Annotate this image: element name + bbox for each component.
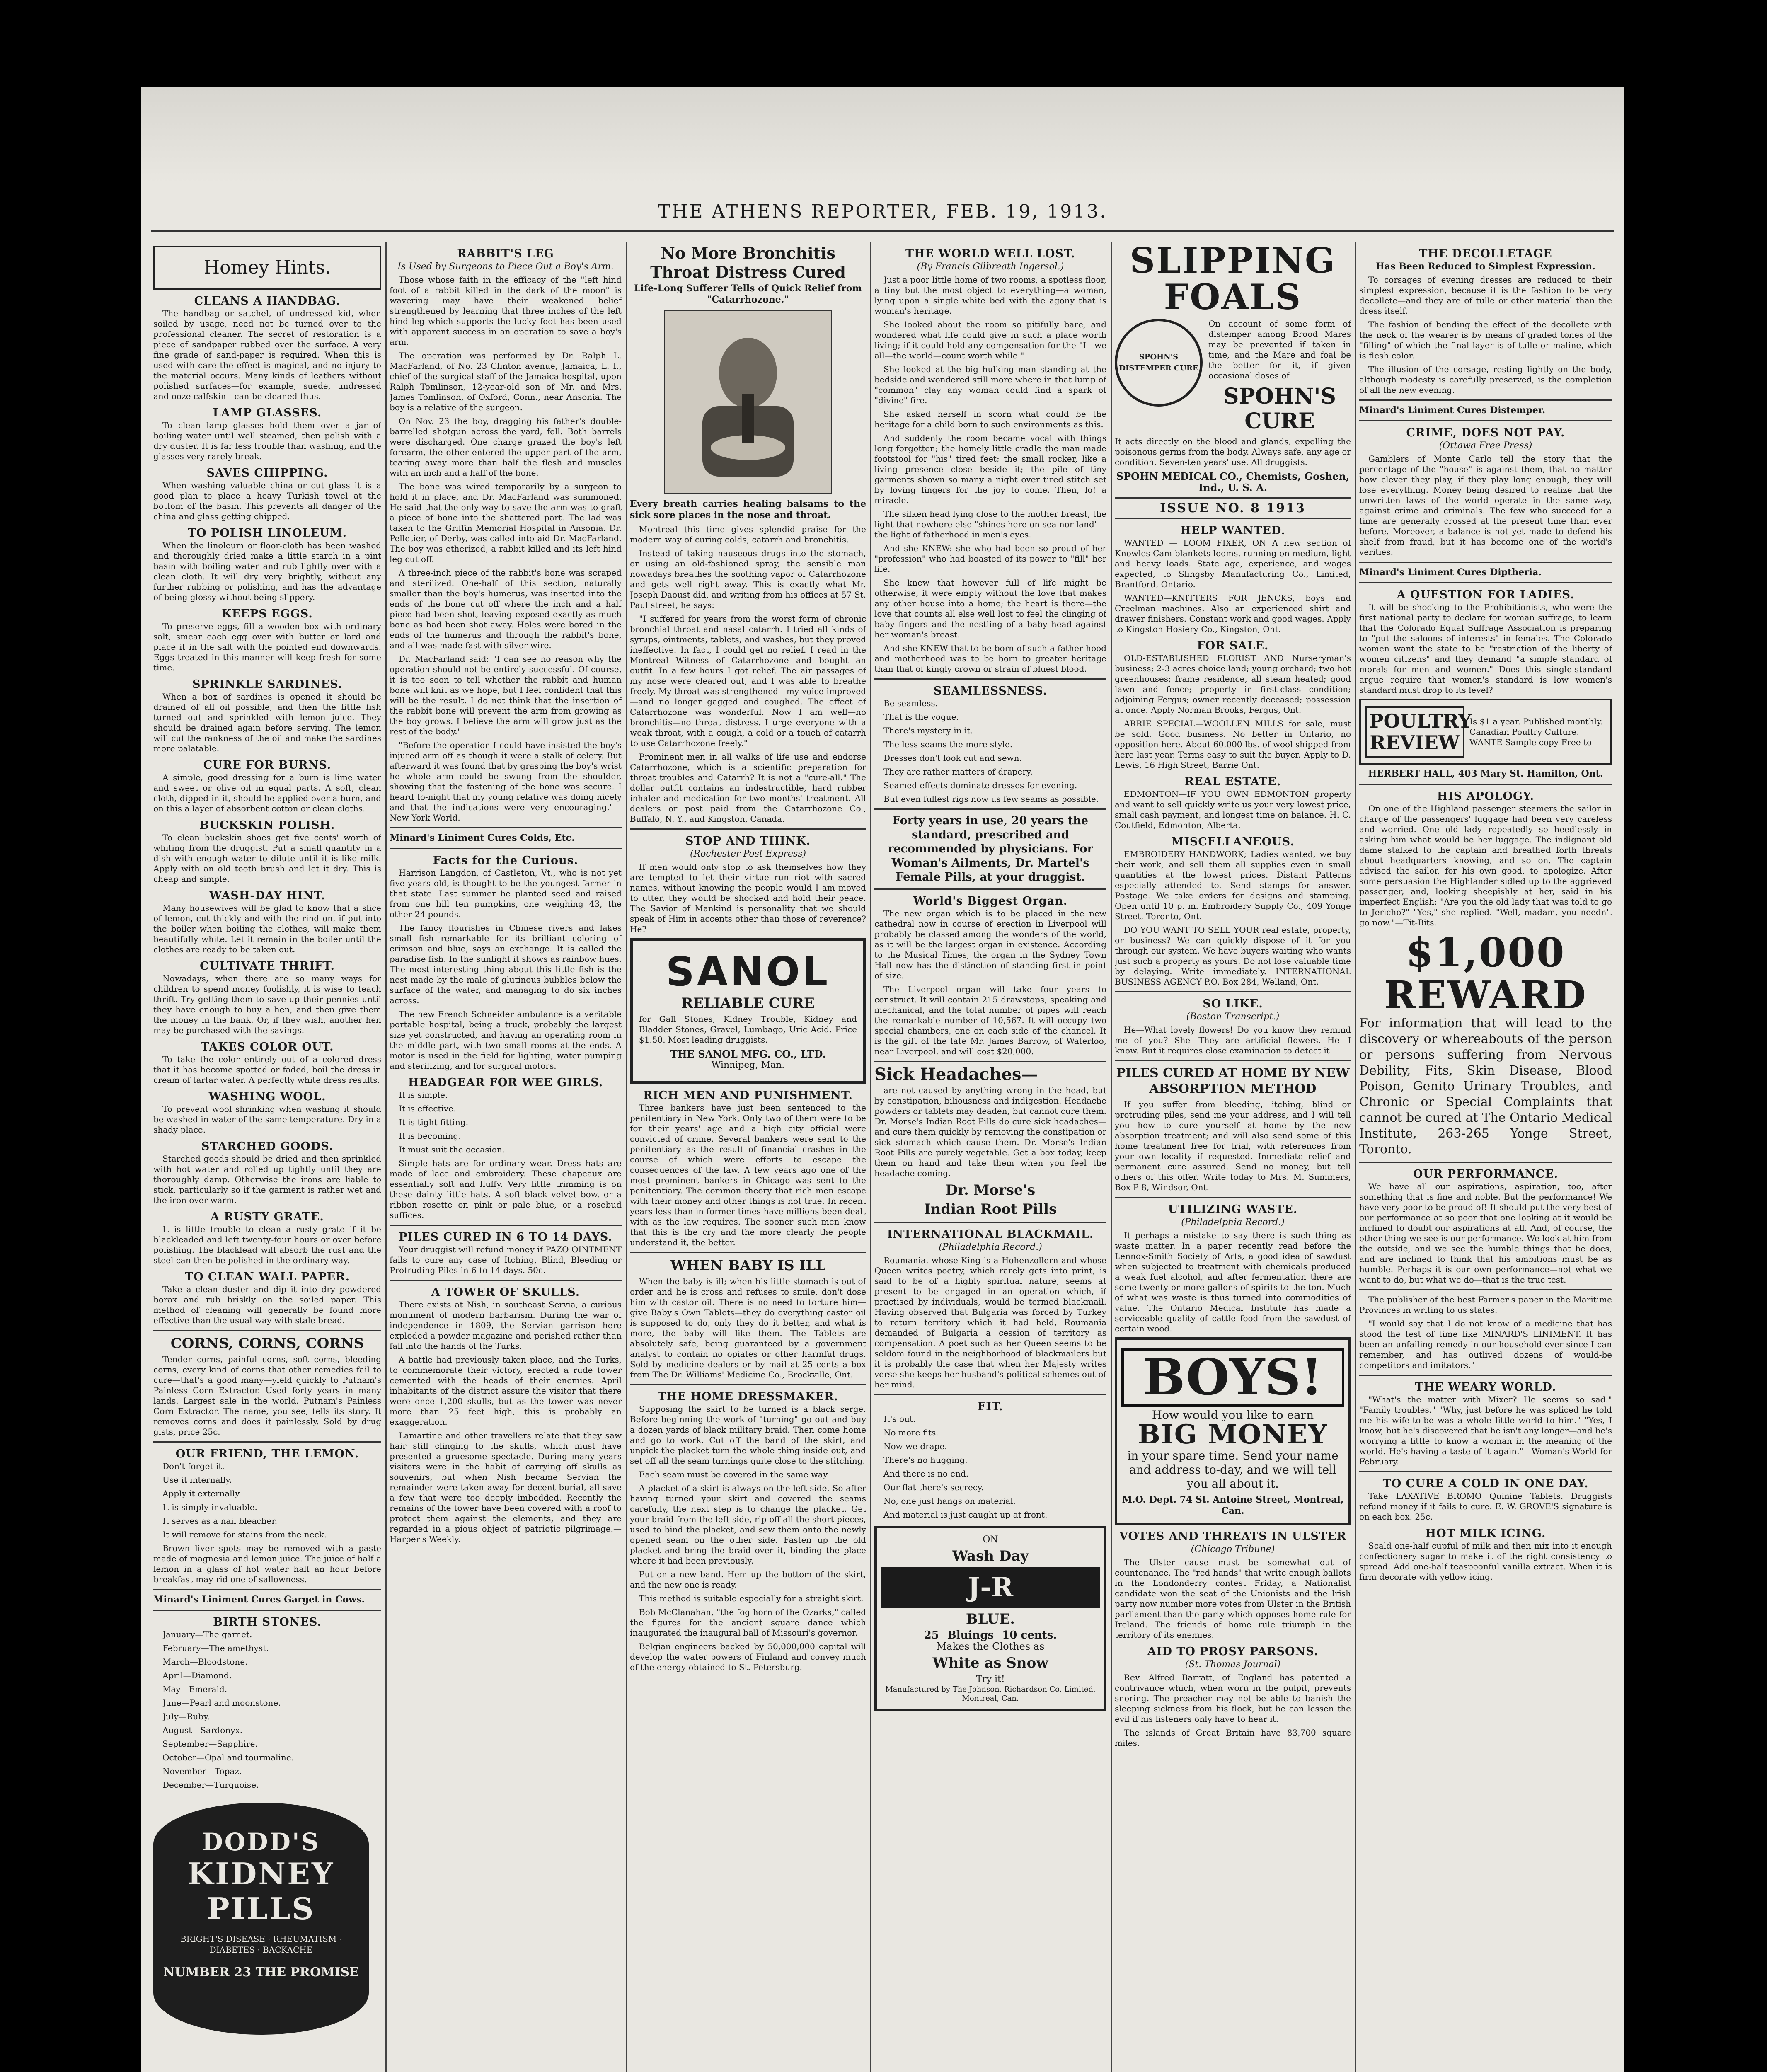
article-text: Take LAXATIVE BROMO Quinine Tablets. Druggists refund money if it fails to cure. E. W. GROVE'S signature is on each box. 25c. — [1359, 1491, 1612, 1522]
jr-price-count: 25 — [924, 1629, 939, 1641]
article-heading: KEEPS EGGS. — [222, 608, 313, 620]
divider — [153, 1441, 381, 1443]
list-item: It will remove for stains from the neck. — [162, 1530, 327, 1539]
boys-address: M.O. Dept. 74 St. Antoine Street, Montreal, Can. — [1122, 1494, 1344, 1516]
article-text: Instead of taking nauseous drugs into the stomach, or using an old-fashioned spray, the sensible man nowadays breathes the soothing vapor of Catarrhozone and gets well right away. This is exactly what Mr. Joseph Daoust did, and writing from his offices at 57 St. Paul street, he says: — [630, 548, 866, 610]
article-text: Belgian engineers backed by 50,000,000 capital will develop the water powers of Finland and convey much of the energy obtained to St. Petersburg. — [630, 1641, 866, 1672]
article-text: When the baby is ill; when his little stomach is out of order and he is cross and refuses to smile, don't dose him with castor oil. There is no need to torture him—give Baby's Own Tablets—they do everything castor oil is supposed to do, only they do it better, and what is more, the baby will like them. The Tablets are absolutely safe, being guaranteed by a government analyst to contain no opiates or other harmful drugs. Sold by medicine dealers or by mail at 25 cents a box from The Dr. Williams' Medicine Co., Brockville, Ont. — [630, 1276, 866, 1380]
reward-amount: $1,000 — [1406, 929, 1566, 976]
list-item: There's mystery in it. — [884, 726, 973, 736]
article-text: Rev. Alfred Barratt, of England has patented a contrivance which, when worn in the pulpit, prevents snoring. The preacher may not be able to banish the sleeping sickness from his flock, but he can lessen the evil if his listeners only have to hear it. — [1115, 1673, 1351, 1724]
article-text: But even fullest rigs now us few seams as possible. — [884, 794, 1099, 804]
man-with-inhaler-icon — [686, 323, 810, 481]
column-4 — [874, 242, 1106, 2072]
spohn-badge-icon — [1115, 319, 1203, 407]
article-text: She knew that however full of life might be otherwise, it were empty without the love that makes any other house into a home; the heart is there—the love that counts all else well lost to feel the clinging of baby fingers and the nestling of a baby head against her woman's breast. — [874, 578, 1106, 639]
column-rule — [626, 242, 627, 2072]
dodds-kidney: KIDNEY — [187, 1856, 335, 1891]
article-text: She looked about the room so pitifully bare, and wondered what life could give in such a place worth living; if it could hold any compensation for the "I—we all—the world—count worth while." — [874, 320, 1106, 361]
article-text: Brown liver spots may be removed with a paste made of magnesia and lemon juice. The juice of half a lemon in a glass of hot water half an hour before breakfast may rid one of sallowness. — [153, 1543, 381, 1584]
article-subheading: Is Used by Surgeons to Piece Out a Boy's Arm. — [397, 261, 614, 272]
divider — [390, 827, 622, 828]
sanol-subtitle: RELIABLE CURE — [681, 995, 815, 1012]
article-heading: AID TO PROSY PARSONS. — [1147, 1645, 1319, 1658]
column-1 — [153, 242, 381, 2072]
article-text: Starched goods should be dried and then sprinkled with hot water and rolled up tightly until they are thoroughly damp. Otherwise the irons are liable to stick, particularly so if the garment is rather wet and the iron over warm. — [153, 1154, 381, 1205]
dodds-brand: DODD'S — [202, 1828, 320, 1856]
article-text: When a box of sardines is opened it should be drained of all oil possible, and then the little fish turned out and sprinkled with lemon juice. They should be drained again before serving. The lemon will cut the rankness of the oil and make the sardines more palatable. — [153, 692, 381, 753]
jr-blue: BLUE. — [966, 1611, 1015, 1627]
minards-notice: Minard's Liniment Cures Diptheria. — [1359, 567, 1542, 578]
article-subheading: (St. Thomas Journal) — [1185, 1659, 1281, 1670]
divider — [1359, 562, 1612, 563]
list-item: May—Emerald. — [162, 1684, 228, 1694]
article-text: The Ulster cause must be somewhat out of countenance. The "red hands" that write enough ballots in the Londonderry contest Friday, a Nationalist candidate won the seat of the Unionists and the Irish party now number more votes from Ulster in the British parliament than the party which opposes home rule for Ireland. The friends of home rule triumph in the territory of its enemies. — [1115, 1557, 1351, 1640]
list-item: That is the vogue. — [884, 712, 959, 722]
divider — [1359, 399, 1612, 401]
baby-heading: WHEN BABY IS ILL — [670, 1257, 826, 1274]
article-text: "Before the operation I could have insisted the boy's injured arm off as though it were a stalk of celery. But afterward it was found that by grasping the boy's wrist he whole arm could be swung from the shoulder, showing that the fastening of the bone was secure. I heard to-night that my young relative was doing nicely and that the indications were very encouraging."—New York World. — [390, 740, 622, 823]
morse-name-2: Indian Root Pills — [924, 1201, 1057, 1218]
article-heading: TAKES COLOR OUT. — [201, 1041, 334, 1053]
article-heading: TO CURE A COLD IN ONE DAY. — [1382, 1477, 1589, 1490]
article-text: And she KNEW that to be born of such a father-hood and motherhood was to be born to greater heritage than that of kingly crown or strain of bluest blood. — [874, 643, 1106, 674]
list-item: November—Topaz. — [162, 1766, 242, 1776]
list-item: It is becoming. — [399, 1131, 461, 1141]
article-heading: STOP AND THINK. — [685, 835, 811, 847]
minards-notice: Minard's Liniment Cures Distemper. — [1359, 405, 1545, 416]
jr-on: ON — [983, 1535, 998, 1545]
divider — [874, 888, 1106, 890]
article-heading: A RUSTY GRATE. — [211, 1210, 324, 1223]
list-item: August—Sardonyx. — [162, 1725, 243, 1735]
article-text: To take the color entirely out of a colored dress that it has become spotted or faded, boil the dress in cream of tartar water. A perfectly white dress results. — [153, 1054, 381, 1085]
boys-subheading: How would you like to earn — [1152, 1408, 1314, 1422]
article-text: Lamartine and other travellers relate that they saw hair still clinging to the skulls, which must have presented a gruesome spectacle. During many years visitors were in the habit of carrying off skulls as souvenirs, but when Nish became Servian the remainder were taken away for decent burial, all save a few that were too deeply imbedded. Recently the remains of the tower have been covered with a roof to protect them against the elements, and they are regarded in a pious object of patriotic pilgrimage.—Harper's Weekly. — [390, 1431, 622, 1544]
article-heading: UTILIZING WASTE. — [1168, 1203, 1298, 1216]
slipping-foals-heading: SLIPPING FOALS — [1130, 242, 1336, 317]
jr-try: Try it! — [976, 1674, 1005, 1685]
article-heading: CRIME, DOES NOT PAY. — [1406, 426, 1565, 439]
divider — [153, 1589, 381, 1590]
article-text: On one of the Highland passenger steamers the sailor in charge of the passengers' luggage had been very careless and worried. One old lady repeatedly so heedlessly in asking him what would be her luggage. The indignant old dame stalked to the captain and breathed forth threats about headquarters knowing, and so on. The captain advised the sailor, for his own good, to apologize. After some persuasion the Highlander sidled up to the aggrieved passenger, and, looking sheepishly at her, said in his imperfect English: "Are you the old lady that was told to go to Jericho?" "Yes," she replied. "Well, madam, you needn't go now."—Tit-Bits. — [1359, 804, 1612, 927]
article-text: The fancy flourishes in Chinese rivers and lakes small fish remarkable for its brilliant coloring of crimson and blue, says an exchange. It is called the paradise fish. In the sunlight it shows as rainbow hues. The most interesting thing about this little fish is the nest made by the male of glutinous bubbles below the surface of the water, and managing to do six inches across. — [390, 923, 622, 1005]
list-item: It is simply invaluable. — [162, 1502, 257, 1512]
classified-ad: EDMONTON—IF YOU OWN EDMONTON property and want to sell quickly write us your very lowest price, small cash payment, and longest time on balance. H. C. Coutfield, Edmonton, Alberta. — [1115, 789, 1351, 830]
list-item: October—Opal and tourmaline. — [162, 1752, 294, 1762]
column-3 — [630, 242, 866, 2072]
article-heading: SAVES CHIPPING. — [206, 467, 328, 479]
divider — [1115, 1197, 1351, 1198]
article-heading: VOTES AND THREATS IN ULSTER — [1119, 1530, 1346, 1543]
article-text: It is little trouble to clean a rusty grate if it be blackleaded and left twenty-four hours or over before polishing. The blacklead will absorb the rust and the steel can then be polished in the ordinary way. — [153, 1224, 381, 1265]
article-text: "I suffered for years from the worst form of chronic bronchial throat and nasal catarrh. I tried all kinds of syrups, ointments, tablets, and washes, but they proved ineffective. In fact, I could get no relief. I read in the Montreal Witness of Catarrhozone and bought an outfit. In a few hours I got relief. The air passages of my nose were cleared out, and I was able to breathe freely. My throat was strengthened—my voice improved—and no longer gagged and coughed. The effect of Catarrhozone was wonderful. Now I am well—no bronchitis—no throat distress. I urge everyone with a weak throat, with a cough, a cold or a touch of catarrh to use Catarrhozone freely." — [630, 614, 866, 748]
divider — [1115, 518, 1351, 519]
spohn-badge-text: SPOHN'S DISTEMPER CURE — [1119, 353, 1198, 373]
article-text: This method is suitable especially for a straight skirt. — [639, 1593, 864, 1603]
newspaper-page — [141, 87, 1624, 2072]
article-heading: INTERNATIONAL BLACKMAIL. — [887, 1228, 1094, 1241]
list-item: Our flat there's secrecy. — [884, 1482, 984, 1492]
dodds-number: NUMBER 23 THE PROMISE — [163, 1965, 359, 1980]
article-text: Gamblers of Monte Carlo tell the story that the percentage of the "house" is against them, that no matter how clever they play, if they play long enough, they will lose everything. Money being desired to realize that the unwritten laws of the world operate in the same way, against crime and criminals. The few who succeed for a time are generally crossed at the present time than ever before. Moreover, a balance is not yet made to defend his shelf from fraud, but it has become one of the world's verities. — [1359, 454, 1612, 557]
article-text: Just a poor little home of two rooms, a spotless floor, a tiny but the most object to everything—a woman, lying upon a single white bed with the agony that is woman's heritage. — [874, 275, 1106, 316]
list-item: Now we drape. — [884, 1441, 947, 1451]
jr-wash-day: Wash Day — [952, 1548, 1029, 1564]
article-heading: THE HOME DRESSMAKER. — [657, 1390, 839, 1403]
reward-word: REWARD — [1384, 973, 1587, 1017]
dodds-pills: PILLS — [207, 1891, 315, 1926]
article-text: Three bankers have just been sentenced to the penitentiary in New York. Only two of them were to be for their years' age and a high city official were convicted of crime. Several bankers were sent to the penitentiary as the result of financial crashes in the course of which were efforts to escape the consequences of the law. A few years ago one of the most prominent bankers in Chicago was sent to the penitentiary. The common theory that rich men escape with their money and other things is not true. In recent years less than in former times have millions been dealt with as the law requires. The sooner such men know that this is the cry and the more clearly the people understand it, the better. — [630, 1103, 866, 1247]
sanol-company: THE SANOL MFG. CO., LTD. — [670, 1048, 826, 1060]
article-heading: SO LIKE. — [1203, 997, 1263, 1010]
article-heading: RICH MEN AND PUNISHMENT. — [643, 1089, 853, 1102]
list-item: No, one just hangs on material. — [884, 1496, 1016, 1506]
spohn-text: It acts directly on the blood and glands, expelling the poisonous germs from the body. Always safe, any age or condition. Seven-ten years' use. All druggists. — [1115, 436, 1351, 467]
list-item: June—Pearl and moonstone. — [162, 1698, 281, 1708]
article-text: Prominent men in all walks of life use and endorse Catarrhozone, which is a scientific preparation for throat troubles and Catarrh? It is not a "cure-all." The dollar outfit contains an indestructible, hard rubber inhaler and medication for two months' treatment. All dealers or post paid from the Catarrhozone Co., Buffalo, N. Y., and Kingston, Canada. — [630, 752, 866, 824]
list-item: Seamed effects dominate dresses for evening. — [884, 780, 1077, 790]
article-text: The fashion of bending the effect of the decollete with the neck of the wearer is by means of graded tones of the "filling" of which the final layer is of tulle or maline, which is flesh color. — [1359, 320, 1612, 361]
list-item: Don't forget it. — [162, 1461, 225, 1471]
list-item: July—Ruby. — [162, 1711, 210, 1721]
article-subheading: (By Francis Gilbreath Ingersol.) — [917, 261, 1064, 272]
sanol-city: Winnipeg, Man. — [711, 1060, 785, 1070]
divider — [874, 1394, 1106, 1395]
list-item: It is simple. — [399, 1090, 448, 1100]
poultry-text: Is $1 a year. Published monthly. Canadian Poultry Culture. WANTE Sample copy Free to — [1469, 716, 1603, 747]
list-item: It is tight-fitting. — [399, 1117, 469, 1127]
article-text: The handbag or satchel, of undressed kid, when soiled by usage, need not be turned over to the professional cleaner. The secret of restoration is a piece of sandpaper rubbed over the surface. A very fine grade of sand-paper is required. When this is used with care the effect is magical, and no injury to the material occurs. Many kinds of leathers without polished surfaces—for example, suede, undressed and ooze calfskin—can be cleaned thus. — [153, 308, 381, 401]
poultry-name: POULTRY REVIEW — [1365, 706, 1464, 758]
list-item: And there is no end. — [884, 1469, 969, 1479]
article-text: The silken head lying close to the mother breast, the light that nowhere else "shines here on sea nor land"—the light of fatherhood in men's eyes. — [874, 509, 1106, 540]
divider — [1359, 1162, 1612, 1163]
article-subheading: (Rochester Post Express) — [690, 849, 806, 859]
article-text: Many housewives will be glad to know that a slice of lemon, cut thickly and with the rind on, if put into the boiler when boiling the clothes, will make them beautifully white. Let it remain in the boiler until the clothes are ready to be taken out. — [153, 903, 381, 954]
article-text: The islands of Great Britain have 83,700 square miles. — [1115, 1728, 1351, 1748]
classified-heading: MISCELLANEOUS. — [1171, 835, 1295, 848]
divider — [874, 1222, 1106, 1223]
sick-headaches-heading: Sick Headaches— — [874, 1065, 1038, 1084]
article-heading: World's Biggest Organ. — [913, 895, 1068, 908]
article-text: Scald one-half cupful of milk and then mix into it enough confectionery sugar to make it of the right consistency to spread. Add one-half teaspoonful vanilla extract. When it is firm decorate with yellow icing. — [1359, 1541, 1612, 1582]
article-subheading: Life-Long Sufferer Tells of Quick Relief from "Catarrhozone." — [634, 283, 862, 305]
article-text: To preserve eggs, fill a wooden box with ordinary salt, smear each egg over with butter or lard and place it in the salt with the pointed end downwards. Eggs treated in this manner will keep fresh for some time. — [153, 621, 381, 673]
martel-ad: Forty years in use, 20 years the standard, prescribed and recommended by physicians. For Woman's Ailments, Dr. Martel's Female Pills, at your druggist. — [888, 814, 1093, 884]
article-text: To clean buckskin shoes get five cents' worth of whiting from the druggist. Put a small quantity in a dish with enough water to dilute until it is like milk. Apply with an old tooth brush and let it dry. This is cheap and simple. — [153, 833, 381, 884]
spohn-ad — [1115, 319, 1351, 436]
divider — [153, 1610, 381, 1611]
divider — [874, 1061, 1106, 1062]
article-text: The bone was wired temporarily by a surgeon to hold it in place, and Dr. MacFarland was summoned. He said that the only way to save the arm was to graft a piece of bone into the shattered part. The lad was taken to the Griffin Memorial Hospital in Ansonia. Dr. Pelletier, of Derby, was called into aid Dr. MacFarland. The boy was etherized, a rabbit killed and its left hind leg cut off. — [390, 482, 622, 564]
list-item: Be seamless. — [884, 698, 938, 708]
sanol-text: for Gall Stones, Kidney Trouble, Kidney and Bladder Stones, Gravel, Lumbago, Uric Acid. Price $1.50. Most leading druggists. — [639, 1014, 857, 1045]
article-text: "What's the matter with Mixer? He seems so sad." "Family troubles." "Why, just before he was spliced he told me his wife-to-be was a whole little world to him." "Yes, I know, but he's discovered that he isn't any longer—and he's worrying a little to know a woman in the meaning of the world. He's having a taste of it again."—Woman's World for February. — [1359, 1394, 1612, 1467]
divider — [630, 828, 866, 830]
minards-notice: Minard's Liniment Cures Garget in Cows. — [153, 1594, 365, 1605]
article-text: Roumania, whose King is a Hohenzollern and whose Queen writes poetry, which rarely gets into print, is said to be of a highly spiritual nature, seems at present to be engaged in an operation which, if practised by individuals, would be termed blackmail. Having observed that Bulgaria was forced by Turkey to return territory which it had held, Roumania demanded of Bulgaria a cession of territory as compensation. A poet such as her Queen seems to be seldom found in the neighborhood of blackmailers but it is probably the case that when her Majesty writes verse she keeps her husband's political schemes out of her mind. — [874, 1255, 1106, 1389]
sanol-name: SANOL — [666, 949, 830, 995]
article-heading: THE WORLD WELL LOST. — [905, 247, 1075, 260]
divider — [390, 1225, 622, 1226]
article-text: Harrison Langdon, of Castleton, Vt., who is not yet five years old, is thought to be the youngest farmer in that state. Last summer he planted seed and raised from one hill ten pumpkins, one weighing 43, the other 24 pounds. — [390, 868, 622, 919]
article-heading: SPRINKLE SARDINES. — [192, 678, 343, 691]
column-rule — [1355, 242, 1356, 2072]
boys-text: in your spare time. Send your name and address to-day, and we will tell you all about it. — [1127, 1449, 1339, 1491]
article-heading: CURE FOR BURNS. — [203, 759, 332, 772]
boys-heading: BOYS! — [1121, 1348, 1344, 1407]
article-text: To clean lamp glasses hold them over a jar of boiling water until well steamed, then polish with a dry duster. It is far less trouble than washing, and the glasses very rarely break. — [153, 420, 381, 461]
divider — [1359, 582, 1612, 583]
article-text: Simple hats are for ordinary wear. Dress hats are made of lace and embroidery. These chapeaux are essentially soft and fluffy. Very little trimming is on these dainty little hats. A soft black velvet bow, or a ribbon rosette on pink or pale blue, or a rosebud suffices. — [390, 1158, 622, 1220]
article-heading: WASHING WOOL. — [208, 1090, 326, 1103]
column-5 — [1115, 242, 1351, 2072]
list-item: No more fits. — [884, 1428, 939, 1438]
list-item: September—Sapphire. — [162, 1739, 258, 1749]
divider — [390, 1280, 622, 1281]
divider — [874, 808, 1106, 810]
article-text: When the linoleum or floor-cloth has been washed and thoroughly dried make a little starch in a pint basin with boiling water and rub lightly over with a clean cloth. It will dry very brightly, without any further rubbing or polishing, and has the advantage of being glossy without being slippery. — [153, 540, 381, 602]
corns-ad-text: Tender corns, painful corns, soft corns, bleeding corns, every kind of corns that other remedies fail to cure—that's a good many—yield quickly to Putnam's Painless Corn Extractor. Used forty years in many lands. Largest sale in the world. Putnam's Painless Corn Extractor. The name, you see, tells its story. It removes corns and does it painlessly. Sold by drug gists, price 25c. — [153, 1354, 381, 1437]
article-text: The operation was performed by Dr. Ralph L. MacFarland, of No. 23 Clinton avenue, Jamaica, L. I., chief of the surgical staff of the Jamaica hospital, upon Ralph Tomlinson, 12-year-old son of Mr. and Mrs. James Tomlinson, of Oxford, Conn., near Ansonia. The boy is a relative of the surgeon. — [390, 351, 622, 412]
classified-ad: OLD-ESTABLISHED FLORIST AND Nurseryman's business; 2-3 acres choice land; young orchard; two hot greenhouses; frame residence, all steam heated; good lawn and fence; property in first-class condition; adjoining Fergus; owner recently deceased; possession at once. Apply Norman Brooks, Fergus, Ont. — [1115, 653, 1351, 715]
spohn-heading: SPOHN'S CURE — [1223, 384, 1336, 434]
masthead: THE ATHENS REPORTER, FEB. 19, 1913. — [658, 201, 1108, 222]
spohn-company: SPOHN MEDICAL CO., Chemists, Goshen, Ind., U. S. A. — [1116, 470, 1350, 494]
jr-makes: Makes the Clothes as — [936, 1641, 1045, 1652]
article-heading: A QUESTION FOR LADIES. — [1397, 588, 1575, 601]
article-subheading: (Philadelphia Record.) — [1181, 1217, 1285, 1227]
jr-white: White as Snow — [932, 1655, 1048, 1671]
article-text: And she KNEW: she who had been so proud of her "profession" who had boasted of its power to "fill" her life. — [874, 543, 1106, 574]
article-heading: SEAMLESSNESS. — [934, 685, 1047, 697]
article-heading: BUCKSKIN POLISH. — [199, 819, 335, 832]
article-text: Take a clean duster and dip it into dry powdered borax and rub briskly on the soiled paper. This method of cleaning will generally be found more effective than the usual way with stale bread. — [153, 1284, 381, 1325]
jr-blue-ad — [874, 1526, 1106, 1711]
divider — [1359, 1375, 1612, 1376]
article-text: "I would say that I do not know of a medicine that has stood the test of time like MINARD'S LINIMENT. It has been an unfailing remedy in our household ever since I can remember, and has outlived dozens of would-be competitors and imitators." — [1359, 1319, 1612, 1370]
article-text: The new organ which is to be placed in the new cathedral now in course of erection in Liverpool will probably be classed among the wonders of the world, as it will be the largest organ in existence. According to the Musical Times, the organ in the Sydney Town Hall now has the distinction of standing first in point of size. — [874, 908, 1106, 980]
article-subheading: (Ottawa Free Press) — [1439, 441, 1532, 451]
corns-ad-heading: CORNS, CORNS, CORNS — [170, 1335, 364, 1352]
article-text: We have all our aspirations, aspiration, too, after something that is fine and noble. But the performance! We have very poor to be proud of! It should put the very best of our performance at so poor that one looking at it would be inclined to doubt our aspirations at all. And, of course, the other thing we see is our performance. We look at him from the outside, and we see the humble things that he does, and are inclined to think that his ambitions must be as humble. Perhaps it is our own performance—not what we want to do, but what we do—that is the true test. — [1359, 1181, 1612, 1285]
article-heading: CLEANS A HANDBAG. — [194, 295, 341, 307]
article-subheading: Has Been Reduced to Simplest Expression. — [1376, 261, 1595, 272]
column-rule — [870, 242, 871, 2072]
article-text: Your druggist will refund money if PAZO OINTMENT fails to cure any case of Itching, Blind, Bleeding or Protruding Piles in 6 to 14 days. 50c. — [390, 1244, 622, 1275]
article-text: Those whose faith in the efficacy of the "left hind foot of a rabbit killed in the dark of the moon" is wavering may have their weakened belief strengthened by learning that three inches of the left hind leg which supports the lucky foot has been used with apparent success in an operation to save a boy's arm. — [390, 275, 622, 347]
piles-ad-heading: PILES CURED AT HOME BY NEW ABSORPTION METHOD — [1116, 1066, 1350, 1096]
article-text: He—What lovely flowers! Do you know they remind me of you? She—They are artificial flowers. He—I know. But it requires close examination to detect it. — [1115, 1025, 1351, 1055]
article-text: The Liverpool organ will take four years to construct. It will contain 215 drawstops, speaking and mechanical, and the total number of pipes will reach the remarkable number of 10,567. It will occupy two special chambers, one on each side of the chancel. It is the gift of the late Mr. James Barrow, of Waterloo, near Liverpool, and will cost $20,000. — [874, 984, 1106, 1056]
piles-ad-text: If you suffer from bleeding, itching, blind or protruding piles, send me your address, and I will tell you how to cure yourself at home by the new absorption treatment; and will also send some of this home treatment free for trial, with references from your own locality if requested. Immediate relief and permanent cure assured. Send no money, but tell others of this offer. Write today to Mrs. M. Summers, Box P 8, Windsor, Ont. — [1115, 1099, 1351, 1192]
column-2 — [390, 242, 622, 2072]
article-heading: A TOWER OF SKULLS. — [431, 1286, 580, 1299]
list-item: It's out. — [884, 1414, 916, 1424]
jr-price — [881, 1630, 1100, 1641]
jr-name: J-R — [881, 1567, 1100, 1608]
divider — [874, 678, 1106, 680]
classified-heading: REAL ESTATE. — [1184, 775, 1281, 788]
column-6 — [1359, 242, 1612, 2072]
article-text: When washing valuable china or cut glass it is a good plan to place a heavy Turkish towel at the bottom of the basin. This prevents all danger of the china and glass getting chipped. — [153, 480, 381, 521]
divider — [630, 1252, 866, 1253]
article-text: A simple, good dressing for a burn is lime water and sweet or olive oil in equal parts. A soft, clean cloth, dipped in it, should be applied over a burn, and on this a layer of absorbent cotton or clean cloths. — [153, 772, 381, 813]
divider — [1359, 1471, 1612, 1472]
article-text: Bob McClanahan, "the fog horn of the Ozarks," called the figures for the ancient square dance which inaugurated the inaugural ball of Missouri's governor. — [630, 1607, 866, 1638]
article-text: She looked at the big hulking man standing at the bedside and wondered still more where in that lump of "common" clay any woman could find a spark of "divine" fire. — [874, 364, 1106, 405]
article-heading: OUR FRIEND, THE LEMON. — [175, 1447, 359, 1460]
article-text: The illusion of the corsage, resting lightly on the body, although modesty is carefully preserved, is the completion of all the new evening. — [1359, 364, 1612, 395]
article-heading: No More Bronchitis — [661, 244, 835, 262]
homey-hints-header: Homey Hints. — [153, 246, 381, 290]
article-heading-2: Throat Distress Cured — [650, 263, 846, 281]
boys-big-money: BIG MONEY — [1138, 1419, 1328, 1450]
article-subheading: (Chicago Tribune) — [1191, 1544, 1275, 1554]
article-heading: FIT. — [978, 1400, 1003, 1413]
sanol-ad — [630, 938, 866, 1084]
divider — [630, 1384, 866, 1385]
list-item: February—The amethyst. — [162, 1643, 269, 1653]
article-heading: LAMP GLASSES. — [213, 407, 322, 419]
classified-ad: ARRIE SPECIAL—WOOLLEN MILLS for sale, must be sold. Good business. No better in Ontario, no opposition here. About 60,000 lbs. of wool shipped from here last year. Terms easy to suit the buyer. Apply to D. Lewis, 16 High Street, Barrie Ont. — [1115, 719, 1351, 770]
article-text: To corsages of evening dresses are reduced to their simplest expression, because it is the fashion to be very decollete—and they are of tulle or other material than the dress itself. — [1359, 275, 1612, 316]
dodds-ring: BRIGHT'S DISEASE · RHEUMATISM · DIABETES · BACKACHE — [180, 1934, 342, 1955]
article-heading: STARCHED GOODS. — [201, 1140, 334, 1153]
poultry-review-ad — [1359, 699, 1612, 765]
divider — [1359, 784, 1612, 785]
list-item: It serves as a nail bleacher. — [162, 1516, 278, 1526]
classified-ad: DO YOU WANT TO SELL YOUR real estate, property, or business? We can quickly dispose of it for you through our system. We have buyers waiting who wants just such a property as yours. Do not lose valuable time by delaying. Write immediately. INTERNATIONAL BUSINESS AGENCY P.O. Box 284, Welland, Ont. — [1115, 925, 1351, 987]
divider — [1115, 991, 1351, 992]
divider — [1359, 1289, 1612, 1290]
article-text: Supposing the skirt to be turned is a black serge. Before beginning the work of "turning" go out and buy a dozen yards of black military braid. Then come home and go to work. Cut off the band of the skirt, and unpick the placket turn the whole thing inside out, and set off all the seam turnings quite close to the stitching. — [630, 1404, 866, 1466]
list-item: They are rather matters of drapery. — [884, 767, 1033, 777]
article-text: If men would only stop to ask themselves how they are tempted to let their virtue run riot with sacred names, without knowing the people would I am moved to utter, they would be shocked and hold their peace. The Savior of Mankind is personality that we should speak of Him in accents other than those of reverence? He? — [630, 862, 866, 934]
classified-ad: WANTED — LOOM FIXER, ON A new section of Knowles Cam blankets looms, running on medium, light and heavy loads. State age, experience, and wages expected, to Slingsby Manufacturing Co., Limited, Brantford, Ontario. — [1115, 538, 1351, 589]
article-text: The publisher of the best Farmer's paper in the Maritime Provinces in writing to us states: — [1359, 1295, 1612, 1315]
list-item: April—Diamond. — [162, 1670, 232, 1680]
article-heading: THE WEARY WORLD. — [1415, 1381, 1556, 1394]
article-text: It will be shocking to the Prohibitionists, who were the first national party to declare for woman suffrage, to learn that the Colorado Equal Suffrage Association is preparing to "put the saloons of interests" in females. The Colorado women want the state to be "restriction of the liberty of women citizens" and they demand "a simple standard of morals for men and women." Does this single-standard argue require that women's standard is low women's standard must drop to its level? — [1359, 602, 1612, 695]
reward-text: For information that will lead to the discovery or whereabouts of the person or persons suffering from Nervous Debility, Fits, Skin Disease, Blood Poison, Genito Urinary Troubles, and Chronic or Special Complaints that cannot be cured at The Ontario Medical Institute, 263-265 Yonge Street, Toronto. — [1359, 1016, 1612, 1157]
classified-heading: HELP WANTED. — [1180, 524, 1285, 537]
article-heading: TO CLEAN WALL PAPER. — [184, 1271, 350, 1283]
list-item: December—Turquoise. — [162, 1780, 259, 1790]
illustration-caption: Every breath carries healing balsams to the sick sore places in the nose and throat. — [630, 499, 866, 520]
article-heading: Facts for the Curious. — [433, 854, 579, 867]
article-text: Dr. MacFarland said: "I can see no reason why the operation should not be entirely successful. Of course, it is too soon to tell whether the rabbit and human bone will knit as we hope, but I feel confident that this will be the result. I do not think that the insertion of the rabbit bone will prevent the arm from growing as the boy grows. I believe the arm will grow just as the rest of the body." — [390, 654, 622, 736]
article-heading: THE DECOLLETAGE — [1419, 247, 1552, 260]
boys-ad — [1115, 1337, 1351, 1525]
minards-notice: Minard's Liniment Cures Colds, Etc. — [390, 833, 575, 843]
slipping-foals-text: On account of some form of distemper among Brood Mares may be prevented if taken in time, and the Mare and foal be the better for it, if given occasional doses of — [1208, 319, 1351, 380]
article-heading: RABBIT'S LEG — [457, 247, 554, 260]
article-text: Each seam must be covered in the same way. — [639, 1469, 829, 1479]
article-subheading: (Boston Transcript.) — [1186, 1012, 1280, 1022]
column-rule — [385, 242, 387, 2072]
column-rule — [1111, 242, 1112, 2072]
list-item: It is effective. — [399, 1104, 456, 1113]
article-heading: HIS APOLOGY. — [1437, 790, 1535, 803]
list-item: The less seams the more style. — [884, 739, 1013, 749]
issue-number: ISSUE NO. 8 1913 — [1160, 501, 1306, 516]
article-text: She asked herself in scorn what could be the heritage for a child born to such environments as this. — [874, 409, 1106, 429]
list-item: March—Bloodstone. — [162, 1657, 248, 1667]
dodds-kidney-pills-ad — [153, 1803, 369, 2035]
article-text: Nowadays, when there are so many ways for children to spend money foolishly, it is wise to teach thrift. Try getting them to save up their pennies until they have enough to buy a hen, and then give them the money in the bank. Or, if they wish, another hen may be purchased with the savings. — [153, 973, 381, 1035]
article-text: Put on a new band. Hem up the bottom of the skirt, and the new one is ready. — [630, 1569, 866, 1590]
classified-heading: FOR SALE. — [1197, 639, 1269, 652]
divider — [390, 848, 622, 849]
article-heading: HOT MILK ICING. — [1425, 1527, 1546, 1540]
classified-ad: EMBROIDERY HANDWORK; Ladies wanted, we buy their work, and sell them all supplies even in small quantities at the lowest prices. Distant Patterns especially attended to. Send stamps for answer. Postage. We take orders for designs and stamping. Open until 10 p. m. Embroidery Supply Co., 409 Yonge Street, Toronto, Ont. — [1115, 849, 1351, 921]
article-text: Montreal this time gives splendid praise for the modern way of curing colds, catarrh and bronchitis. — [630, 524, 866, 545]
divider — [1115, 1060, 1351, 1061]
list-item: Use it internally. — [162, 1475, 232, 1485]
article-text: And suddenly the room became vocal with things long forgotten; the homely little cradle the man made footstool for "his" tired feet; the small rocker, like a living presence close beside it; the pile of tiny garments shown so many a night over tired stitch set by loving fingers for the joy to come. Then, lo! a miracle. — [874, 433, 1106, 505]
inhaler-illustration — [664, 310, 832, 494]
article-heading: HEADGEAR FOR WEE GIRLS. — [408, 1076, 603, 1089]
masthead-rule — [151, 230, 1614, 232]
jr-price-unit: Bluings — [947, 1629, 994, 1641]
article-text: On Nov. 23 the boy, dragging his father's double-barrelled shotgun across the yard, fell. Both barrels were discharged. One charge grazed the boy's left forearm, the other entered the upper part of the arm, tearing away more than half the flesh and muscles with an inch and a half of the bone. — [390, 416, 622, 478]
divider — [1115, 497, 1351, 499]
article-subheading: (Philadelphia Record.) — [939, 1242, 1042, 1252]
page-top-margin — [141, 87, 1624, 182]
list-item: And material is just caught up at front. — [884, 1510, 1048, 1520]
article-heading: CULTIVATE THRIFT. — [200, 960, 335, 973]
article-text: It perhaps a mistake to say there is such thing as waste matter. In a paper recently read before the Lennox-Smith Society of Arts, a good idea of sawdust when subjected to treatment with chemicals produced a weak fuel alcohol, and after fermentation there are some twenty or more gallons of spirits to the ton. Much of what was waste is thus turned into commodities of value. The Ontario Medical Institute has made a serviceable quality of cattle food from the sawdust of certain wood. — [1115, 1230, 1351, 1334]
article-heading: TO POLISH LINOLEUM. — [187, 527, 347, 540]
list-item: Dresses don't look cut and sewn. — [884, 753, 1022, 763]
article-heading: WASH-DAY HINT. — [209, 889, 326, 902]
sick-headaches-text: are not caused by anything wrong in the head, but by constipation, biliousness and indigestion. Headache powders or tablets may deaden, but cannot cure them. Dr. Morse's Indian Root Pills do cure sick headaches—and cure them quickly by removing the constipation or sick stomach which cause them. Dr. Morse's Indian Root Pills are purely vegetable. Get a box today, keep them on hand and take them when you feel the headache coming. — [874, 1085, 1106, 1178]
article-text: To prevent wool shrinking when washing it should be washed in water of the same temperature. Dry in a shady place. — [153, 1104, 381, 1135]
divider — [1359, 420, 1612, 421]
article-text: A battle had previously taken place, and the Turks, to commemorate their victory, erected a rude tower cemented with the heads of their enemies. April inhabitants of the district assure the visitor that there were once 1,200 skulls, but as the tower was never more than 25 feet high, this is probably an exaggeration. — [390, 1355, 622, 1427]
poultry-address: HERBERT HALL, 403 Mary St. Hamilton, Ont. — [1368, 768, 1603, 779]
article-heading: OUR PERFORMANCE. — [1413, 1168, 1559, 1181]
list-item: It must suit the occasion. — [399, 1145, 505, 1155]
list-item: January—The garnet. — [162, 1629, 252, 1639]
article-heading: BIRTH STONES. — [213, 1616, 322, 1629]
list-item: There's no hugging. — [884, 1455, 968, 1465]
article-text: A three-inch piece of the rabbit's bone was scraped and sterilized. One-half of this section, naturally smaller than the boy's humerus, was inserted into the ends of the bone cut off where the inch and a half piece had been shot, leaving exposed exactly as much bone as had been shot away. Holes were bored in the ends of the humerus and through the rabbit's bone, and all was made fast with silver wire. — [390, 568, 622, 650]
article-heading: PILES CURED IN 6 TO 14 DAYS. — [399, 1231, 612, 1244]
list-item: Apply it externally. — [162, 1489, 242, 1498]
article-text: A placket of a skirt is always on the left side. So after having turned your skirt and covered the seams carefully, the next step is to change the placket. Get your braid from the left side, rip off all the short pieces, used to bind the placket, and sew them onto the newly opened seam on the other side. Fasten up the old placket and bring the braid over it, binding the place where it had been previously. — [630, 1483, 866, 1566]
morse-name: Dr. Morse's — [945, 1182, 1036, 1198]
classified-ad: WANTED—KNITTERS FOR JENCKS, boys and Creelman machines. Also an experienced shirt and drawer finishers. Constant work and good wages. Apply to Kingston Hosiery Co., Kingston, Ont. — [1115, 593, 1351, 634]
article-text: The new French Schneider ambulance is a veritable portable hospital, being a truck, probably the largest size yet constructed, and having an operating room in the middle part, with two small rooms at the ends. A motor is used in the field for lighting, water pumping and sterilizing, and for surgical motors. — [390, 1009, 622, 1071]
article-text: There exists at Nish, in southeast Servia, a curious monument of modern barbarism. During the war of independence in 1809, the Servian garrison here exploded a powder magazine and perished rather than fall into the hands of the Turks. — [390, 1300, 622, 1351]
jr-manufacturer: Manufactured by The Johnson, Richardson Co. Limited, Montreal, Can. — [885, 1685, 1096, 1703]
jr-price-cost: 10 cents. — [1002, 1629, 1057, 1641]
divider — [153, 1330, 381, 1331]
